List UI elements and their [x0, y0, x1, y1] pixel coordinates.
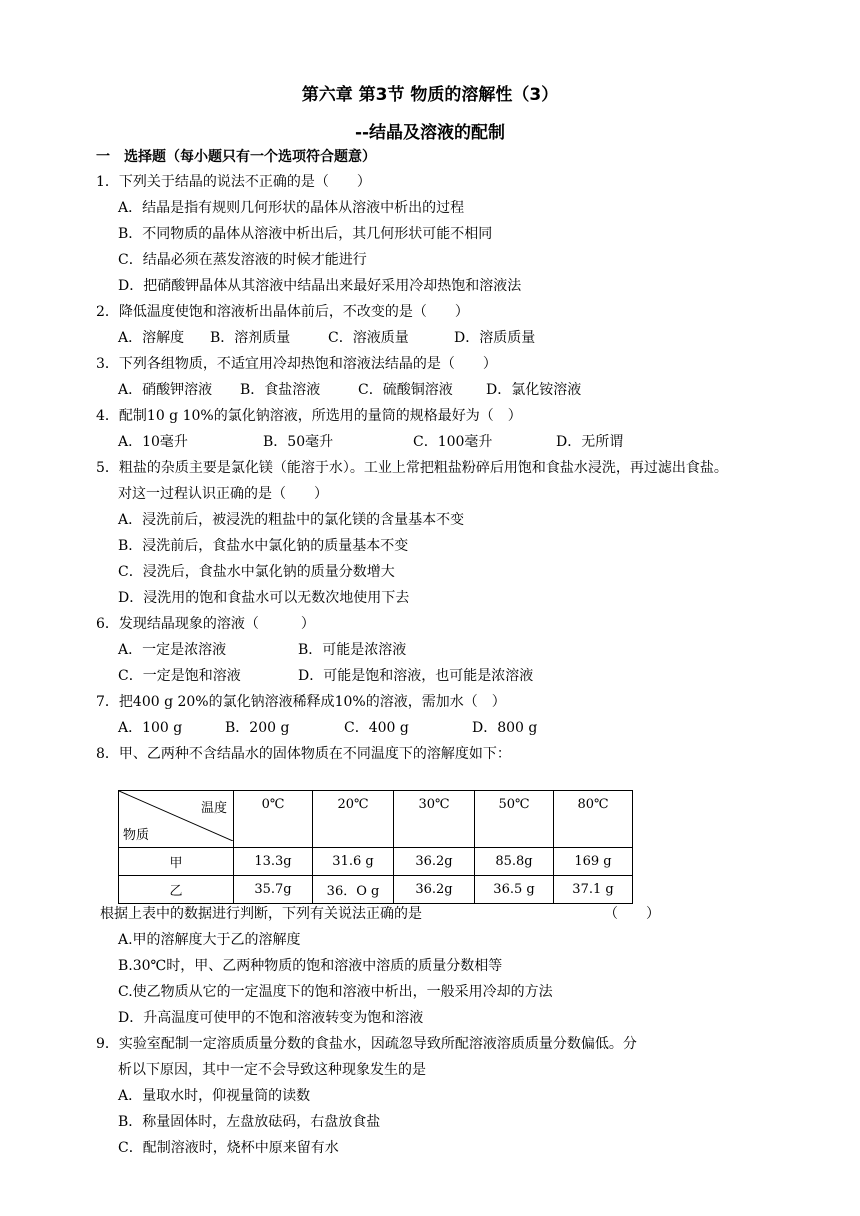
- question-3-stem: 3．下列各组物质，不适宜用冷却热饱和溶液法结晶的是（ ）: [96, 356, 497, 372]
- question-7-option-c: C．400 g: [344, 720, 409, 736]
- question-7-stem: 7．把400 g 20%的氯化钠溶液稀释成10%的溶液，需加水（ ）: [96, 694, 506, 710]
- question-8-answer-paren: （ ）: [604, 906, 660, 922]
- question-4-stem: 4．配制10 g 10%的氯化钠溶液，所选用的量筒的规格最好为（ ）: [96, 408, 522, 424]
- table-header-temp: 50℃: [475, 791, 554, 848]
- page-subtitle: --结晶及溶液的配制: [354, 123, 506, 143]
- solubility-table: [118, 790, 633, 904]
- questions-block-2: [96, 901, 796, 1161]
- corner-substance-label: 物质: [123, 828, 150, 843]
- question-5-option-a: A．浸洗前后，被浸洗的粗盐中的氯化镁的含量基本不变: [118, 512, 465, 528]
- question-4-option-d: D．无所谓: [556, 434, 624, 450]
- question-2-stem: 2．降低温度使饱和溶液析出晶体前后，不改变的是（ ）: [96, 304, 469, 320]
- question-2-option-a: A．溶解度: [118, 330, 185, 346]
- question-3-option-a: A．硝酸钾溶液: [118, 382, 213, 398]
- question-6-option-b: B．可能是浓溶液: [298, 642, 407, 658]
- question-7-option-a: A．100 g: [118, 720, 183, 736]
- question-2-option-c: C．溶液质量: [328, 330, 409, 346]
- question-2-options: [96, 325, 796, 351]
- question-6-stem: 6．发现结晶现象的溶液（ ）: [96, 616, 315, 632]
- table-cell: 85.8g: [475, 848, 554, 876]
- question-9-option-a: A．量取水时，仰视量筒的读数: [118, 1088, 311, 1104]
- table-row: [119, 876, 633, 904]
- table-cell: 31.6 g: [313, 848, 394, 876]
- question-8-option-c: C.使乙物质从它的一定温度下的饱和溶液中析出，一般采用冷却的方法: [118, 984, 553, 1000]
- question-9-option-c: C．配制溶液时，烧杯中原来留有水: [118, 1140, 339, 1156]
- question-3-options: [96, 377, 796, 403]
- table-header-row: [119, 791, 633, 848]
- question-1-option-d: D．把硝酸钾晶体从其溶液中结晶出来最好采用冷却热饱和溶液法: [118, 278, 522, 294]
- question-3-option-c: C．硫酸铜溶液: [358, 382, 453, 398]
- question-8-option-a: A.甲的溶解度大于乙的溶解度: [118, 932, 301, 948]
- corner-temperature-label: 温度: [200, 801, 227, 816]
- question-5-option-c: C．浸洗后，食盐水中氯化钠的质量分数增大: [118, 564, 395, 580]
- question-6-option-a: A．一定是浓溶液: [118, 642, 227, 658]
- table-cell: 35.7g: [234, 876, 313, 904]
- table-row-label: 甲: [119, 848, 234, 876]
- table-cell: 169 g: [554, 848, 633, 876]
- question-2-option-b: B．溶剂质量: [210, 330, 291, 346]
- table-corner-cell: [119, 791, 234, 848]
- question-5-option-b: B．浸洗前后，食盐水中氯化钠的质量基本不变: [118, 538, 409, 554]
- question-4-option-c: C．100毫升: [413, 434, 493, 450]
- questions-block: [96, 169, 796, 767]
- question-9-option-b: B．称量固体时，左盘放砝码，右盘放食盐: [118, 1114, 381, 1130]
- table-cell: 36.2g: [394, 876, 475, 904]
- question-8-option-b: B.30℃时，甲、乙两种物质的饱和溶液中溶质的质量分数相等: [118, 958, 503, 974]
- table-row: [119, 848, 633, 876]
- question-4-option-b: B．50毫升: [263, 434, 334, 450]
- question-1-stem: 1．下列关于结晶的说法不正确的是（ ）: [96, 174, 371, 190]
- table-header-temp: 0℃: [234, 791, 313, 848]
- question-4-option-a: A．10毫升: [118, 434, 188, 450]
- table-cell: 36.5 g: [475, 876, 554, 904]
- table-row-label: 乙: [119, 876, 234, 904]
- section-heading: 一 选择题（每小题只有一个选项符合题意）: [96, 149, 376, 165]
- question-9-stem-continued: 析以下原因，其中一定不会导致这种现象发生的是: [118, 1062, 426, 1078]
- table-cell: 36.2g: [394, 848, 475, 876]
- question-6-options-row1: [96, 637, 796, 663]
- question-8-option-d: D．升高温度可使甲的不饱和溶液转变为饱和溶液: [118, 1010, 424, 1026]
- question-1-option-a: A．结晶是指有规则几何形状的晶体从溶液中析出的过程: [118, 200, 465, 216]
- question-9-stem: 9．实验室配制一定溶质质量分数的食盐水，因疏忽导致所配溶液溶质质量分数偏低。分: [96, 1036, 637, 1052]
- table-header-temp: 80℃: [554, 791, 633, 848]
- table-cell: 13.3g: [234, 848, 313, 876]
- question-6-option-c: C．一定是饱和溶液: [118, 668, 241, 684]
- question-8-stem: 8．甲、乙两种不含结晶水的固体物质在不同温度下的溶解度如下：: [96, 746, 511, 762]
- table-cell: 37.1 g: [554, 876, 633, 904]
- question-2-option-d: D．溶质质量: [454, 330, 536, 346]
- table-header-temp: 30℃: [394, 791, 475, 848]
- page-title: 第六章 第3节 物质的溶解性（3）: [301, 85, 559, 105]
- question-4-options: [96, 429, 796, 455]
- table-cell: 36．O g: [313, 876, 394, 904]
- question-7-option-b: B．200 g: [225, 720, 290, 736]
- question-3-option-d: D．氯化铵溶液: [486, 382, 582, 398]
- question-6-options-row2: [96, 663, 796, 689]
- table-header-temp: 20℃: [313, 791, 394, 848]
- question-5-option-d: D．浸洗用的饱和食盐水可以无数次地使用下去: [118, 590, 410, 606]
- question-5-stem: 5．粗盐的杂质主要是氯化镁（能溶于水）。工业上常把粗盐粉碎后用饱和食盐水浸洗，再过滤出食盐。: [96, 460, 728, 476]
- question-8-prompt: 根据上表中的数据进行判断，下列有关说法正确的是: [100, 906, 422, 922]
- question-5-stem-continued: 对这一过程认识正确的是（ ）: [118, 486, 328, 502]
- question-3-option-b: B．食盐溶液: [240, 382, 321, 398]
- question-7-option-d: D．800 g: [472, 720, 538, 736]
- question-1-option-c: C．结晶必须在蒸发溶液的时候才能进行: [118, 252, 367, 268]
- question-8-after-table: [96, 901, 796, 927]
- question-7-options: [96, 715, 796, 741]
- question-1-option-b: B．不同物质的晶体从溶液中析出后，其几何形状可能不相同: [118, 226, 493, 242]
- question-6-option-d: D．可能是饱和溶液，也可能是浓溶液: [298, 668, 534, 684]
